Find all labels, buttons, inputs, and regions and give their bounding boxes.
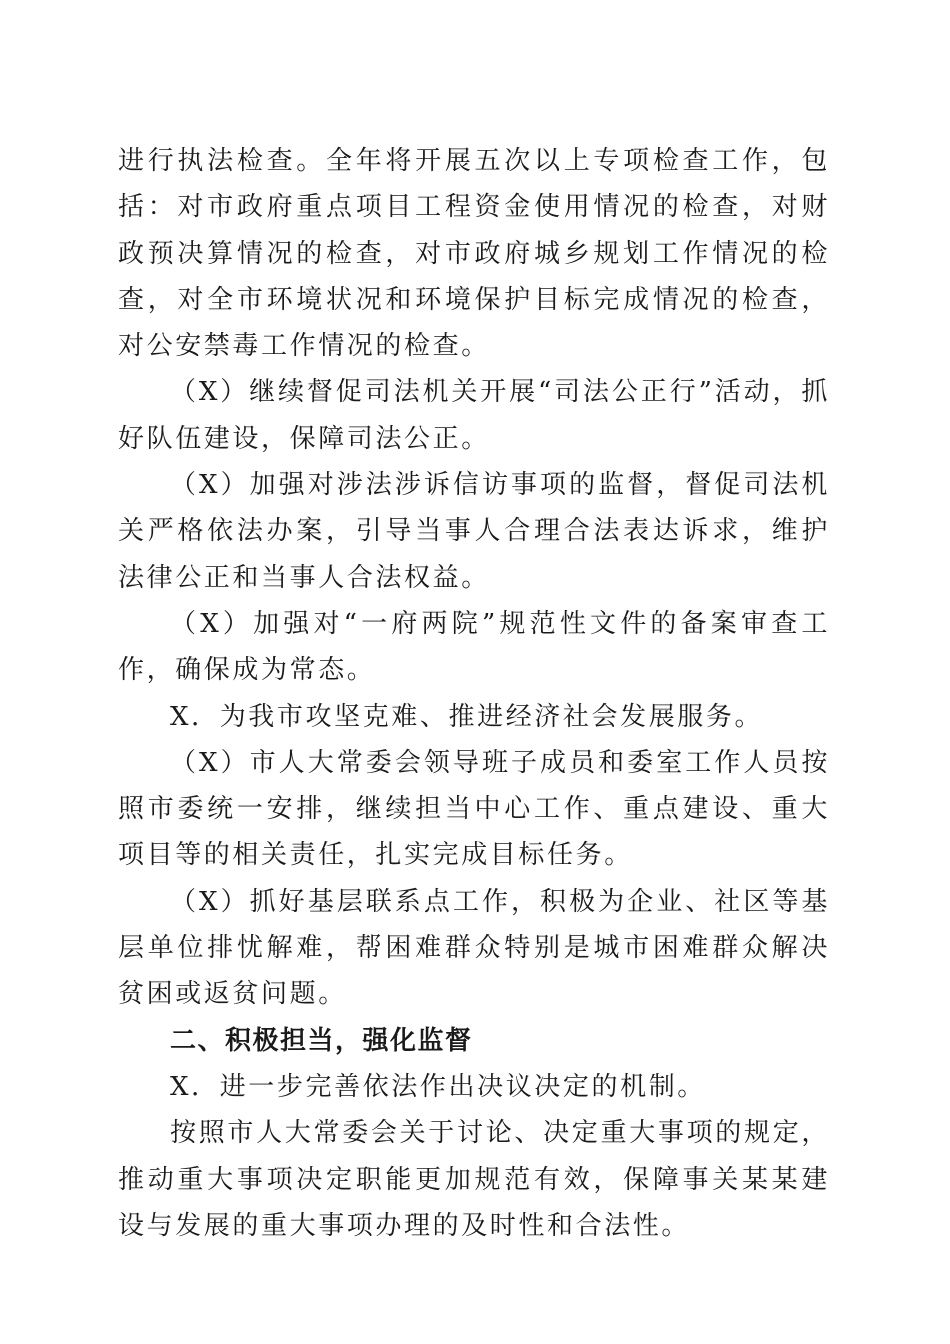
document-page bbox=[118, 138, 830, 1249]
paragraph-resolution-mechanism: X．进一步完善依法作出决议决定的机制。 bbox=[170, 1071, 706, 1102]
paragraph-judicial-fairness: （X）继续督促司法机关开展“司法公正行”活动，抓好队伍建设，保障司法公正。 bbox=[118, 377, 830, 454]
paragraph-normative-documents: （X）加强对“一府两院”规范性文件的备案审查工作，确保成为常态。 bbox=[118, 608, 830, 686]
paragraph-grassroots-contact: （X）抓好基层联系点工作，积极为企业、社区等基层单位排忧解难，帮困难群众特别是城市困难群众解决贫困或返贫问题。 bbox=[118, 886, 830, 1010]
paragraph-inspection-list: 进行执法检查。全年将开展五次以上专项检查工作，包括：对市政府重点项目工程资金使用情况的检查，对财政预决算情况的检查，对市政府城乡规划工作情况的检查，对全市环境状况和环境保护目标完成情况的检查，对公安禁毒工作情况的检查。 bbox=[118, 146, 830, 362]
paragraph-development-service: X．为我市攻坚克难、推进经济社会发展服务。 bbox=[170, 701, 764, 732]
paragraph-major-matters: 按照市人大常委会关于讨论、决定重大事项的规定，推动重大事项决定职能更加规范有效，保障事关某某建设与发展的重大事项办理的及时性和合法性。 bbox=[118, 1118, 830, 1241]
paragraph-petition-supervision: （X）加强对涉法涉诉信访事项的监督，督促司法机关严格依法办案，引导当事人合理合法表达诉求，维护法律公正和当事人合法权益。 bbox=[118, 470, 830, 593]
section-heading: 二、积极担当，强化监督 bbox=[170, 1025, 473, 1056]
paragraph-leadership-responsibility: （X）市人大常委会领导班子成员和委室工作人员按照市委统一安排，继续担当中心工作、重点建设、重大项目等的相关责任，扎实完成目标任务。 bbox=[118, 747, 830, 871]
